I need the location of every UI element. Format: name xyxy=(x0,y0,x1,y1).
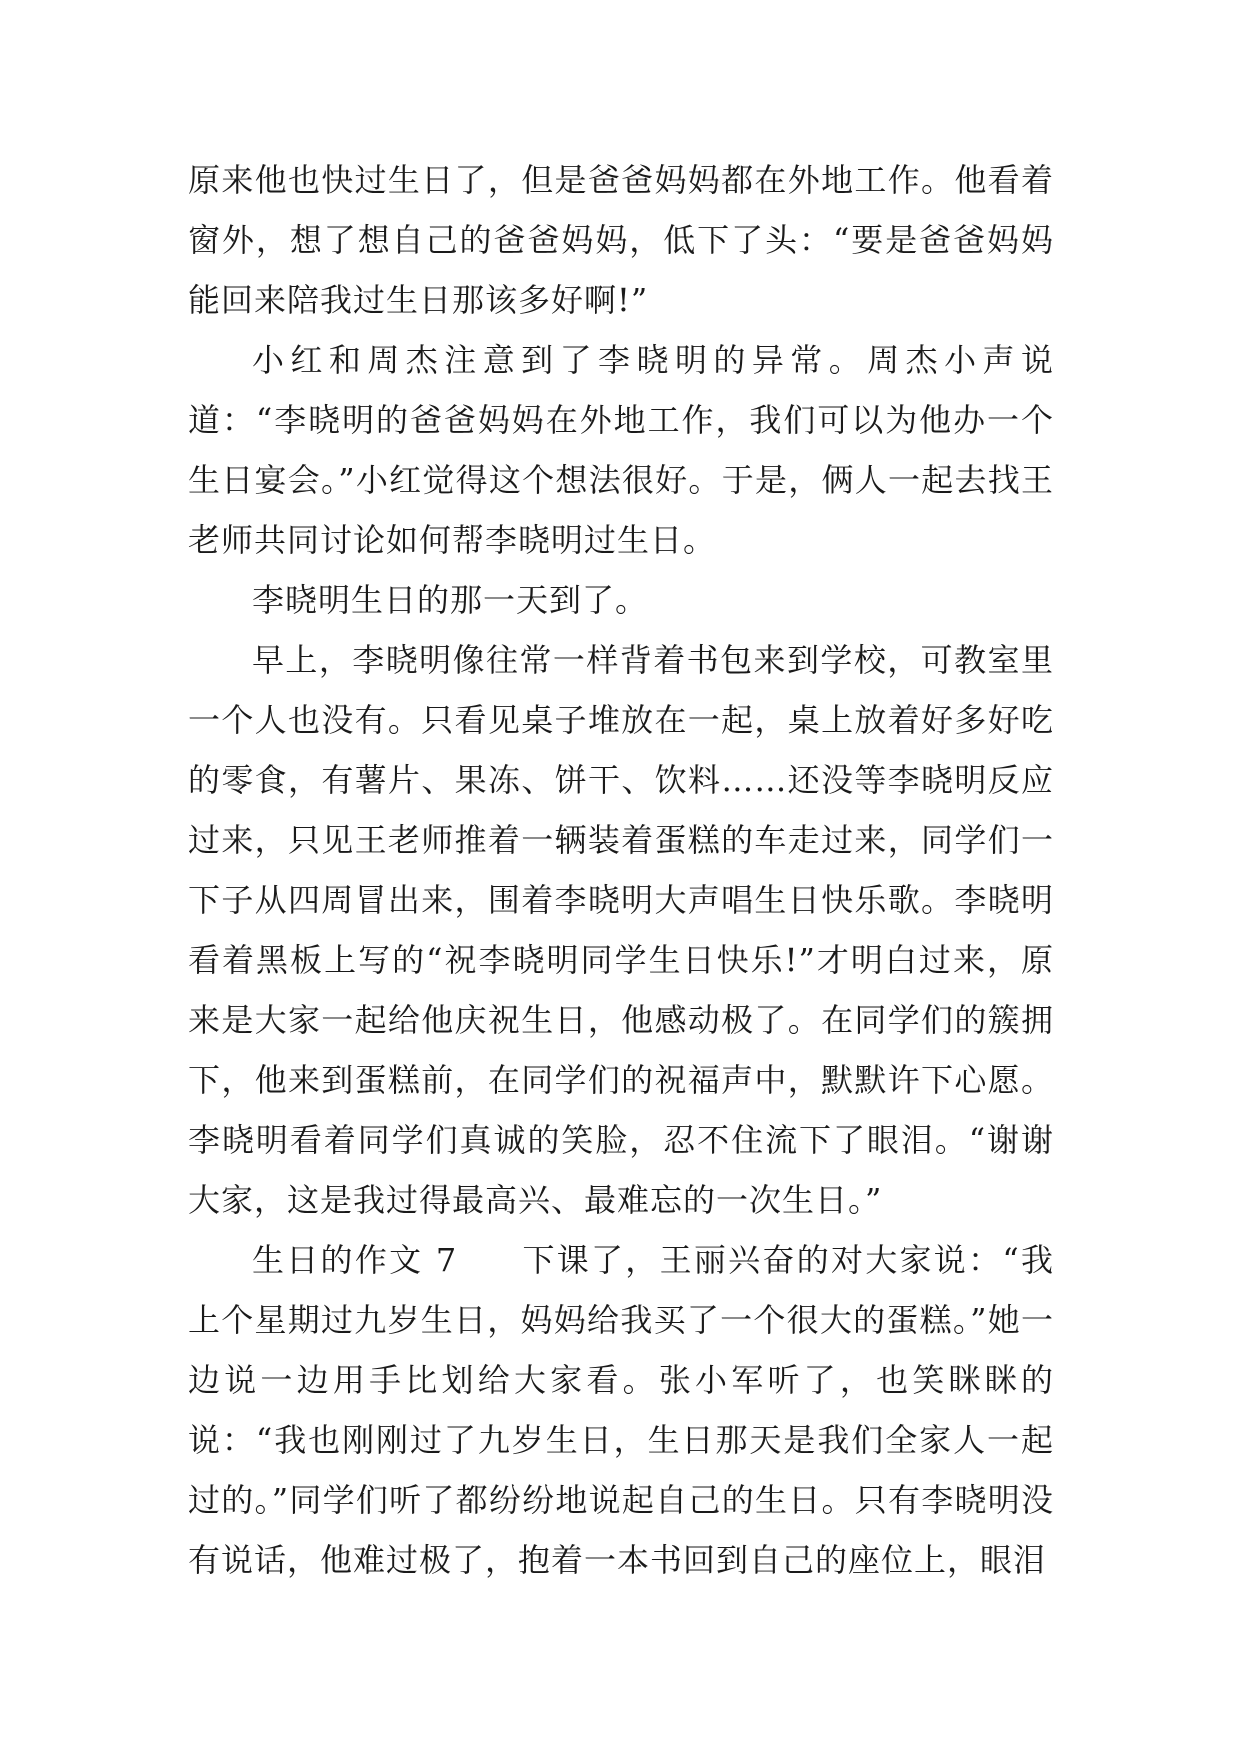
paragraph xyxy=(188,1230,1054,1590)
paragraph-text: 原来他也快过生日了，但是爸爸妈妈都在外地工作。他看着窗外，想了想自己的爸爸妈妈，低下了头：“要是爸爸妈妈能回来陪我过生日那该多好啊!” xyxy=(188,161,1054,319)
paragraph xyxy=(188,330,1054,570)
paragraph xyxy=(188,630,1054,1230)
paragraph-text: 小红和周杰注意到了李晓明的异常。周杰小声说道：“李晓明的爸爸妈妈在外地工作，我们可以为他办一个生日宴会。”小红觉得这个想法很好。于是，俩人一起去找王老师共同讨论如何帮李晓明过生日。 xyxy=(188,341,1054,559)
document-body xyxy=(188,150,1054,1590)
paragraph xyxy=(188,570,1054,630)
paragraph-text: 下课了，王丽兴奋的对大家说：“我上个星期过九岁生日，妈妈给我买了一个很大的蛋糕。”她一边说一边用手比划给大家看。张小军听了，也笑眯眯的说：“我也刚刚过了九岁生日，生日那天是我们全家人一起过的。”同学们听了都纷纷地说起自己的生日。只有李晓明没有说话，他难过极了，抱着一本书回到自己的座位上，眼泪 xyxy=(188,1241,1054,1579)
section-heading: 生日的作文 7 xyxy=(252,1241,458,1279)
paragraph-text: 早上，李晓明像往常一样背着书包来到学校，可教室里一个人也没有。只看见桌子堆放在一起，桌上放着好多好吃的零食，有薯片、果冻、饼干、饮料……还没等李晓明反应过来，只见王老师推着一辆装着蛋糕的车走过来，同学们一下子从四周冒出来，围着李晓明大声唱生日快乐歌。李晓明看着黑板上写的“祝李晓明同学生日快乐!”才明白过来，原来是大家一起给他庆祝生日，他感动极了。在同学们的簇拥下，他来到蛋糕前，在同学们的祝福声中，默默许下心愿。李晓明看着同学们真诚的笑脸，忍不住流下了眼泪。“谢谢大家，这是我过得最高兴、最难忘的一次生日。” xyxy=(188,641,1054,1219)
paragraph xyxy=(188,150,1054,330)
paragraph-text: 李晓明生日的那一天到了。 xyxy=(252,581,649,619)
